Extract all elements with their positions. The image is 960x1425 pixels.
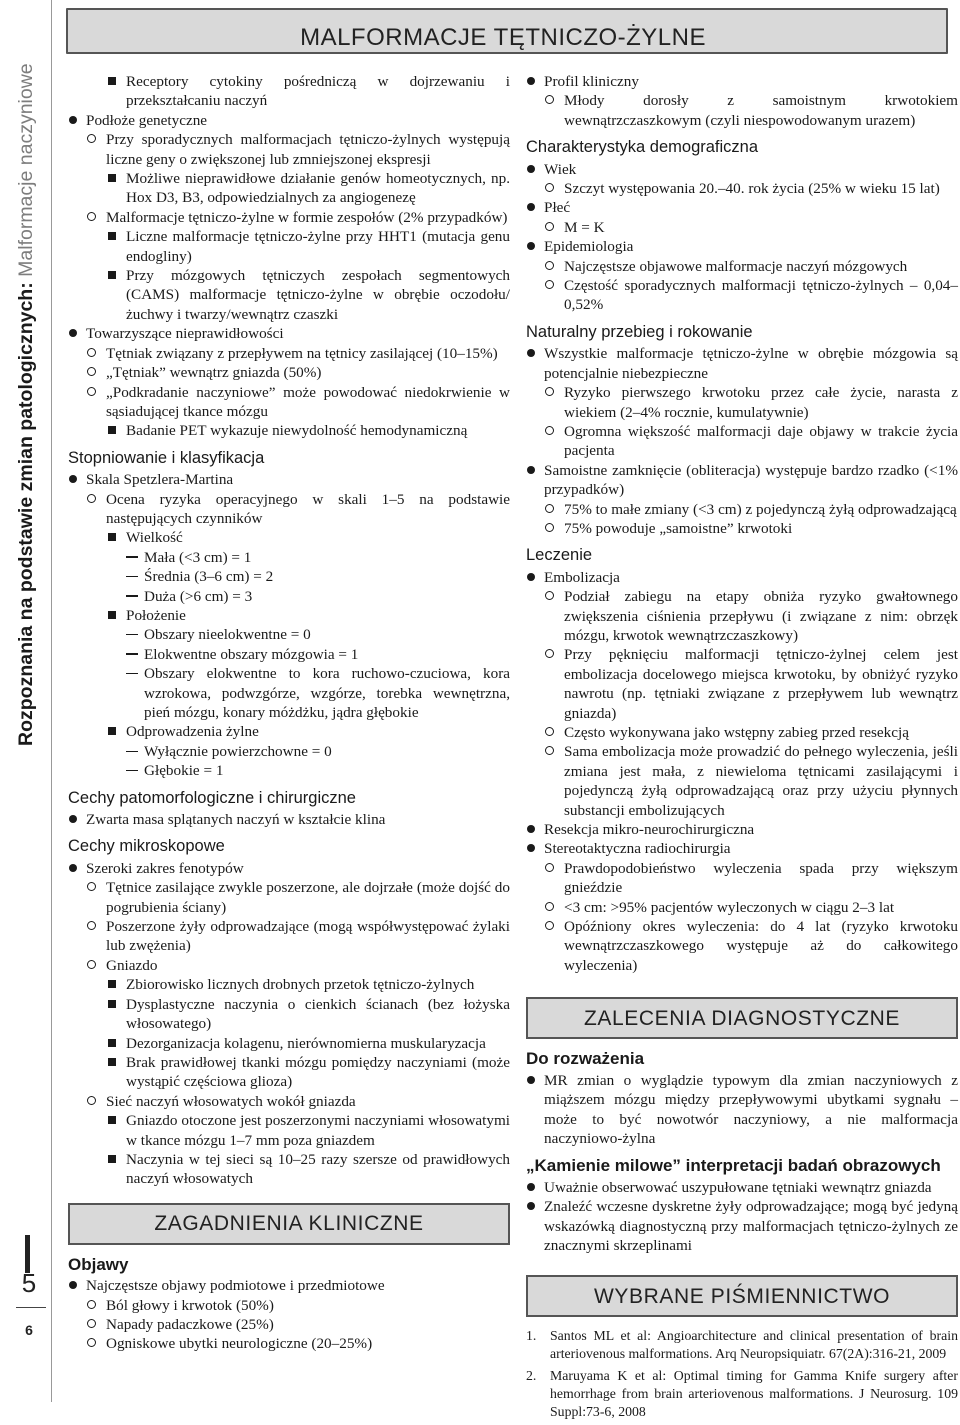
section-heading: Cechy patomorfologiczne i chirurgiczne — [68, 788, 356, 807]
list-item-text: Najczęstsze objawy podmiotowe i przedmiotowe — [86, 1277, 385, 1295]
side-title-light: Malformacje naczyniowe — [15, 63, 37, 277]
list-item — [68, 742, 510, 761]
list-item-text: Wyłącznie powierzchowne = 0 — [144, 742, 332, 760]
bullet-square-icon — [108, 72, 116, 91]
list-item — [68, 645, 510, 664]
bullet-square-icon — [108, 169, 116, 188]
list-item — [526, 160, 958, 179]
list-item-text: Podłoże genetyczne — [86, 111, 208, 129]
bullet-dot-icon — [527, 461, 535, 480]
list-item-text: Ogniskowe ubytki neurologiczne (20–25%) — [106, 1335, 373, 1353]
list-item-text: Średnia (3–6 cm) = 2 — [144, 568, 274, 586]
bullet-dot-icon — [527, 160, 535, 179]
list-item — [526, 179, 958, 198]
bullet-circle-icon — [545, 276, 554, 295]
list-item-text: Przy pęknięciu malformacji tętniczo-żylnej celem jest embolizacja docelowego miejsca krwotoku, by obniżyć ryzyko nawrotu (np. tętniaki związane z przepływem lub wewnątrz gniazda) — [564, 646, 958, 722]
list-item-text: Ryzyko pierwszego krwotoku przez całe życie, narasta z wiekiem (2–4% rocznie, kumulatywnie) — [564, 384, 958, 421]
list-item — [68, 1034, 510, 1053]
bullet-circle-icon — [545, 723, 554, 742]
list-item-text: Gniazdo otoczone jest poszerzonymi naczyniami włosowatymi w tkance mózgu 1–7 mm poza gniazdem — [126, 1112, 510, 1149]
list-item-text: Wszystkie malformacje tętniczo-żylne w obrębie mózgowia są potencjalnie niebezpieczne — [544, 345, 958, 382]
list-item-text: Samoistne zamknięcie (obliteracja) występuje bardzo rzadko (<1% przypadków) — [544, 461, 958, 499]
list-item-text: Sama embolizacja może prowadzić do pełnego wyleczenia, jeśli zmiana jest mała, z niewieloma tętnicami zasilającymi i pojedynczą żyłą odprowadzającą oraz przy użyciu płynnych substancji embolizujących — [564, 743, 958, 819]
bullet-square-icon — [108, 722, 116, 741]
list-item-text: Receptory cytokiny pośredniczą w dojrzewaniu i przekształcaniu naczyń — [126, 73, 510, 110]
list-item-text: Duża (>6 cm) = 3 — [144, 587, 253, 605]
list-item-text: Resekcja mikro-neurochirurgiczna — [544, 821, 755, 839]
list-item — [68, 722, 510, 741]
list-item-text: Zwarta masa splątanych naczyń w kształcie klina — [86, 811, 386, 829]
bullet-circle-icon — [87, 1315, 96, 1334]
bullet-circle-icon — [545, 519, 554, 538]
list-item — [526, 1071, 958, 1149]
list-item — [68, 470, 510, 489]
list-item — [68, 72, 510, 111]
bullet-circle-icon — [545, 257, 554, 276]
list-item — [526, 422, 958, 461]
list-item-text: Obszary nieelokwentne = 0 — [144, 626, 311, 644]
bullet-dash-icon — [126, 548, 138, 567]
bullet-circle-icon — [87, 363, 96, 382]
bullet-circle-icon — [87, 878, 96, 897]
bullet-square-icon — [108, 975, 116, 994]
list-item-text: Częstość sporadycznych malformacji tętniczo-żylnych – 0,04–0,52% — [564, 277, 958, 314]
bullet-dot-icon — [69, 859, 77, 878]
boxed-section-heading: ZALECENIA DIAGNOSTYCZNE — [526, 997, 958, 1039]
list-item-text: Uważnie obserwować uszypułowane tętniaki wewnątrz gniazda — [544, 1178, 932, 1196]
boxed-section-heading: WYBRANE PIŚMIENNICTWO — [526, 1275, 958, 1317]
list-item-text: Wiek — [544, 160, 577, 178]
list-item-text: Często wykonywana jako wstępny zabieg przed resekcją — [564, 724, 909, 741]
list-item-text: Mała (<3 cm) = 1 — [144, 548, 252, 566]
list-item-text: Tętnice zasilające zwykle poszerzone, ale dojrzałe (może dojść do pogrubienia ściany) — [106, 879, 510, 916]
bullet-dot-icon — [69, 111, 77, 130]
list-item-text: Napady padaczkowe (25%) — [106, 1315, 274, 1333]
bullet-dot-icon — [69, 324, 77, 343]
list-item-text: Odprowadzenia żylne — [126, 723, 259, 741]
section-number: 5 — [21, 1268, 37, 1298]
bullet-dot-icon — [69, 810, 77, 829]
list-item — [526, 1178, 958, 1197]
list-item-text: Podział zabiegu na etapy obniża ryzyko gwałtownego zwiększenia ciśnienia przepływu (i związane z nim: obrzęk mózgu, krwotok wewnątrzczaszkowy) — [564, 588, 958, 644]
chapter-title: MALFORMACJE TĘTNICZO-ŻYLNE — [300, 24, 706, 51]
list-item — [526, 383, 958, 422]
bullet-circle-icon — [545, 898, 554, 917]
list-item — [68, 363, 510, 382]
list-item — [68, 664, 510, 722]
list-item — [526, 500, 958, 519]
list-item — [68, 383, 510, 422]
list-item-text: Szczyt występowania 20.–40. rok życia (25% w wieku 15 lat) — [564, 180, 940, 198]
list-item-text: Liczne malformacje tętniczo-żylne przy HHT1 (mutacja genu endogliny) — [126, 228, 510, 265]
bullet-dot-icon — [527, 820, 535, 839]
list-item-text: Tętniak związany z przepływem na tętnicy zasilającej (10–15%) — [106, 344, 498, 362]
list-item — [68, 1053, 510, 1092]
list-item-text: Embolizacja — [544, 568, 620, 586]
list-item — [68, 490, 510, 529]
list-item-text: Ból głowy i krwotok (50%) — [106, 1296, 274, 1314]
list-item — [526, 645, 958, 723]
bullet-dash-icon — [126, 567, 138, 586]
bullet-circle-icon — [545, 742, 554, 761]
bullet-square-icon — [108, 266, 116, 285]
list-item-text: Ocena ryzyka operacyjnego w skali 1–5 na podstawie następujących czynników — [106, 490, 510, 527]
side-running-title — [4, 63, 48, 746]
page-number-rule — [16, 1307, 46, 1308]
list-item-text: Skala Spetzlera-Martina — [86, 471, 234, 489]
list-item — [526, 568, 958, 587]
list-item — [68, 1296, 510, 1315]
list-item — [526, 461, 958, 500]
bullet-circle-icon — [87, 344, 96, 363]
bullet-circle-icon — [87, 1092, 96, 1111]
bullet-dash-icon — [126, 625, 138, 644]
list-item-text: Poszerzone żyły odprowadzające (mogą współwystępować żylaki lub zwężenia) — [106, 918, 510, 955]
list-item — [68, 761, 510, 780]
list-item-text: Malformacje tętniczo-żylne w formie zespołów (2% przypadków) — [106, 208, 508, 226]
subsection-heading: Objawy — [68, 1254, 129, 1274]
bullet-circle-icon — [87, 1296, 96, 1315]
bullet-square-icon — [108, 1150, 116, 1169]
list-item — [68, 111, 510, 130]
bullet-circle-icon — [87, 383, 96, 402]
list-item-text: Przy sporadycznych malformacjach tętniczo-żylnych występują liczne geny o zwiększonej lub zmniejszonej ekspresji — [106, 131, 510, 168]
bullet-circle-icon — [545, 422, 554, 441]
list-item — [68, 1315, 510, 1334]
list-item — [68, 1150, 510, 1189]
list-item — [526, 72, 958, 91]
bullet-dot-icon — [527, 198, 535, 217]
bullet-square-icon — [108, 995, 116, 1014]
bullet-square-icon — [108, 528, 116, 547]
list-item-text: Znaleźć wczesne dyskretne żyły odprowadzające; mogą być jedyną wskazówką diagnostyczną przy malformacjach tętniczo-żylnych ze znacznymi skrzeplinami — [544, 1198, 958, 1254]
list-item-text: Opóźniony okres wyleczenia: do 4 lat (ryzyko krwotoku wewnątrzczaszkowego występuje aż do całkowitego wyleczenia) — [564, 918, 958, 974]
list-item — [68, 1334, 510, 1353]
left-column — [68, 72, 510, 1354]
bullet-dot-icon — [527, 72, 535, 91]
list-item — [68, 324, 510, 343]
list-item — [68, 227, 510, 266]
reference-number: 2. — [526, 1368, 537, 1384]
list-item-text: 75% to małe zmiany (<3 cm) z pojedynczą żyłą odprowadzającą — [564, 500, 957, 518]
list-item — [68, 878, 510, 917]
right-column — [526, 72, 958, 1425]
bullet-dash-icon — [126, 742, 138, 761]
reference-text: Santos ML et al: Angioarchitecture and clinical presentation of brain arteriovenous malformations. Arq Neuropsiquiatr. 67(2A):316-21, 2009 — [550, 1328, 958, 1362]
bullet-circle-icon — [545, 383, 554, 402]
bullet-square-icon — [108, 227, 116, 246]
list-item — [68, 810, 510, 829]
reference-number: 1. — [526, 1328, 537, 1344]
bullet-circle-icon — [87, 208, 96, 227]
list-item-text: <3 cm: >95% pacjentów wyleczonych w ciągu 2–3 lat — [564, 898, 895, 916]
bullet-square-icon — [108, 1034, 116, 1053]
page-number: 6 — [25, 1322, 33, 1338]
list-item — [526, 898, 958, 917]
section-heading: Stopniowanie i klasyfikacja — [68, 448, 265, 467]
bullet-dash-icon — [126, 587, 138, 606]
list-item — [68, 266, 510, 324]
list-item-text: Badanie PET wykazuje niewydolność hemodynamiczną — [126, 422, 468, 440]
list-item — [526, 276, 958, 315]
list-item-text: Wielkość — [126, 529, 183, 547]
list-item — [68, 956, 510, 975]
bullet-dash-icon — [126, 645, 138, 664]
bullet-dot-icon — [527, 344, 535, 363]
bullet-square-icon — [108, 1053, 116, 1072]
subsection-heading: Do rozważenia — [526, 1049, 645, 1069]
list-item-text: Młody dorosły z samoistnym krwotokiem wewnątrzczaszkowym (czyli niespowodowanym urazem) — [564, 92, 958, 129]
list-item — [526, 587, 958, 645]
bullet-circle-icon — [545, 587, 554, 606]
list-item-text: Naczynia w tej sieci są 10–25 razy szersze od prawidłowych naczyń włosowatych — [126, 1150, 510, 1188]
list-item-text: Możliwe nieprawidłowe działanie genów homeotycznych, np. Hox D3, B3, odpowiedzialnych za angiogenezę — [126, 170, 510, 207]
bullet-circle-icon — [545, 917, 554, 936]
list-item — [68, 528, 510, 547]
boxed-section-heading: ZAGADNIENIA KLINICZNE — [68, 1203, 510, 1245]
list-item — [68, 587, 510, 606]
list-item — [68, 606, 510, 625]
list-item — [526, 344, 958, 383]
list-item-text: Zbiorowisko licznych drobnych przetok tętniczo-żylnych — [126, 976, 475, 994]
list-item-text: Przy mózgowych tętniczych zespołach segmentowych (CAMS) malformacje tętniczo-żylne w obrębie oczodołu/żuchwy i twarzy/wewnątrz czaszki — [126, 267, 510, 323]
section-heading: Naturalny przebieg i rokowanie — [526, 322, 753, 341]
subsection-heading: „Kamienie milowe” interpretacji badań obrazowych — [526, 1156, 941, 1176]
bullet-dot-icon — [527, 1178, 535, 1197]
bullet-dash-icon — [126, 761, 138, 780]
bullet-square-icon — [108, 1111, 116, 1130]
side-band — [0, 0, 52, 1402]
list-item-text: Położenie — [126, 606, 186, 624]
list-item — [526, 859, 958, 898]
list-item-text: M = K — [564, 218, 605, 236]
bullet-dot-icon — [527, 1071, 535, 1090]
list-item-text: Epidemiologia — [544, 238, 634, 256]
list-item — [68, 917, 510, 956]
bullet-circle-icon — [87, 490, 96, 509]
list-item — [526, 257, 958, 276]
list-item — [68, 995, 510, 1034]
reference-text: Maruyama K et al: Optimal timing for Gamma Knife surgery after hemorrhage from brain arteriovenous malformations. J Neurosurg. 109 Suppl:73-6, 2008 — [550, 1368, 958, 1420]
list-item-text: Profil kliniczny — [544, 73, 639, 90]
bullet-dot-icon — [527, 237, 535, 256]
list-item-text: Płeć — [544, 199, 571, 217]
list-item-text: Sieć naczyń włosowatych wokół gniazda — [106, 1092, 356, 1110]
list-item — [526, 198, 958, 217]
bullet-dot-icon — [69, 470, 77, 489]
list-item-text: Najczęstsze objawowe malformacje naczyń mózgowych — [564, 257, 908, 275]
bullet-circle-icon — [87, 1334, 96, 1353]
list-item-text: Brak prawidłowej tkanki mózgu pomiędzy naczyniami (może wystąpić częściowa glioza) — [126, 1053, 510, 1091]
bullet-circle-icon — [545, 859, 554, 878]
list-item — [68, 1276, 510, 1295]
list-item-text: Gniazdo — [106, 956, 158, 974]
reference-item — [526, 1327, 958, 1363]
list-item-text: „Podkradanie naczyniowe” może powodować niedokrwienie w sąsiadującej tkance mózgu — [106, 383, 510, 420]
list-item — [68, 130, 510, 169]
list-item — [526, 237, 958, 256]
side-title-bold: Rozpoznania na podstawie zmian patologicznych: — [15, 282, 37, 746]
bullet-circle-icon — [87, 956, 96, 975]
list-item — [68, 859, 510, 878]
section-heading: Cechy mikroskopowe — [68, 837, 225, 856]
list-item-text: Ogromna większość malformacji daje objawy w trakcie życia pacjenta — [564, 422, 958, 460]
list-item — [68, 1092, 510, 1111]
section-heading: Leczenie — [526, 546, 593, 565]
bullet-circle-icon — [545, 179, 554, 198]
list-item — [526, 723, 958, 742]
list-item — [526, 742, 958, 820]
list-item-text: 75% powoduje „samoistne” krwotoki — [564, 519, 793, 537]
list-item — [526, 218, 958, 237]
list-item — [526, 839, 958, 858]
bullet-circle-icon — [545, 645, 554, 664]
chapter-header — [66, 8, 948, 54]
bullet-dot-icon — [527, 839, 535, 858]
bullet-circle-icon — [545, 500, 554, 519]
list-item-text: Prawdopodobieństwo wyleczenia spada przy większym gnieździe — [564, 859, 958, 897]
list-item — [68, 421, 510, 440]
side-divider — [51, 0, 52, 1402]
list-item — [68, 169, 510, 208]
list-item-text: „Tętniak” wewnątrz gniazda (50%) — [106, 364, 322, 382]
list-item-text: Szeroki zakres fenotypów — [86, 859, 244, 877]
bullet-circle-icon — [87, 917, 96, 936]
list-item-text: MR zmian o wyglądzie typowym dla zmian naczyniowych z miąższem mózgu między przepływowymi ubytkami sygnału – może to być nowotwór naczyniowy, a nie malformacja naczyniowo-żylna — [544, 1071, 958, 1147]
bullet-circle-icon — [545, 218, 554, 237]
section-heading: Charakterystyka demograficzna — [526, 138, 759, 157]
list-item — [68, 567, 510, 586]
list-item-text: Stereotaktyczna radiochirurgia — [544, 840, 731, 858]
list-item-text: Głębokie = 1 — [144, 762, 224, 780]
list-item — [526, 519, 958, 538]
list-item-text: Dezorganizacja kolagenu, nierównomierna muskularyzacja — [126, 1034, 486, 1052]
bullet-dot-icon — [69, 1276, 77, 1295]
list-item — [526, 1197, 958, 1255]
bullet-square-icon — [108, 606, 116, 625]
bullet-circle-icon — [545, 91, 554, 110]
list-item — [68, 975, 510, 994]
list-item-text: Elokwentne obszary mózgowia = 1 — [144, 645, 359, 663]
bullet-circle-icon — [87, 130, 96, 149]
bullet-square-icon — [108, 421, 116, 440]
list-item — [68, 625, 510, 644]
reference-item — [526, 1367, 958, 1421]
list-item-text: Towarzyszące nieprawidłowości — [86, 325, 284, 343]
list-item-text: Obszary elokwentne to kora ruchowo-czuciowa, kora wzrokowa, podwzgórze, wzgórze, torebka wewnętrzna, pień mózgu, konary móżdżku, jądra głębokie — [144, 665, 510, 721]
bullet-dash-icon — [126, 664, 138, 683]
list-item — [68, 548, 510, 567]
list-item-text: Dysplastyczne naczynia o cienkich ścianach (bez łożyska włosowatego) — [126, 995, 510, 1033]
bullet-dot-icon — [527, 568, 535, 587]
list-item — [68, 344, 510, 363]
list-item — [526, 917, 958, 975]
list-item — [68, 1111, 510, 1150]
list-item — [526, 820, 958, 839]
list-item — [526, 91, 958, 130]
bullet-dot-icon — [527, 1197, 535, 1216]
list-item — [68, 208, 510, 227]
